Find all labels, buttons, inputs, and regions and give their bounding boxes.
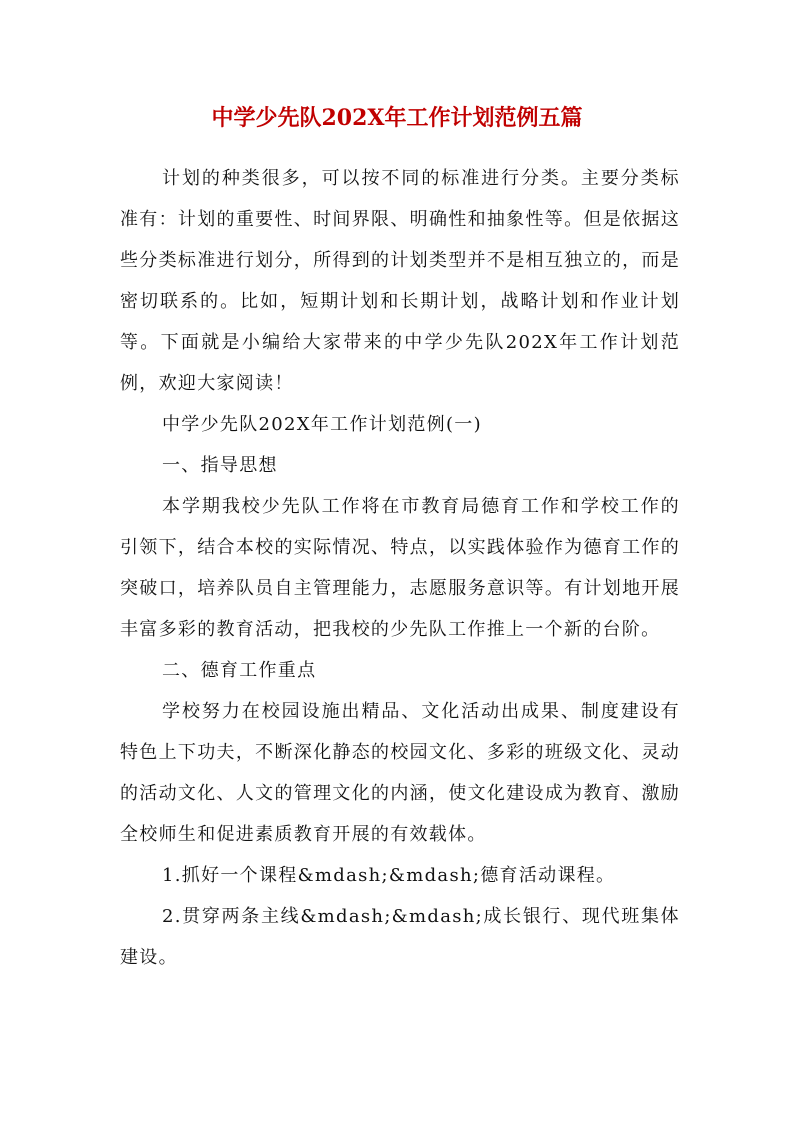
document-title: 中学少先队202X年工作计划范例五篇 xyxy=(211,105,583,131)
section-title-example-1: 中学少先队202X年工作计划范例(一) xyxy=(162,414,482,435)
paragraph-guiding-ideology: 本学期我校少先队工作将在市教育局德育工作和学校工作的引领下，结合本校的实际情况、特点，以实践体验作为德育工作的突破口，培养队员自主管理能力，志愿服务意识等。有计划地开展丰富多彩的教育活动，把我校的少先队工作推上一个新的台阶。 xyxy=(120,496,680,640)
heading-moral-education-focus: 二、德育工作重点 xyxy=(162,660,317,681)
heading-guiding-ideology: 一、指导思想 xyxy=(162,455,278,476)
paragraph-moral-education-focus: 学校努力在校园设施出精品、文化活动出成果、制度建设有特色上下功夫，不断深化静态的校园文化、多彩的班级文化、灵动的活动文化、人文的管理文化的内涵，使文化建设成为教育、激励全校师生和促进素质教育开展的有效载体。 xyxy=(120,701,680,845)
list-item-1: 1.抓好一个课程&mdash;&mdash;德育活动课程。 xyxy=(162,865,616,886)
document-body xyxy=(120,158,680,978)
list-item-2: 2.贯穿两条主线&mdash;&mdash;成长银行、现代班集体建设。 xyxy=(120,906,680,968)
intro-paragraph: 计划的种类很多，可以按不同的标准进行分类。主要分类标准有：计划的重要性、时间界限、明确性和抽象性等。但是依据这些分类标准进行划分，所得到的计划类型并不是相互独立的，而是密切联系的。比如，短期计划和长期计划，战略计划和作业计划等。下面就是小编给大家带来的中学少先队202X年工作计划范例，欢迎大家阅读！ xyxy=(120,168,680,394)
